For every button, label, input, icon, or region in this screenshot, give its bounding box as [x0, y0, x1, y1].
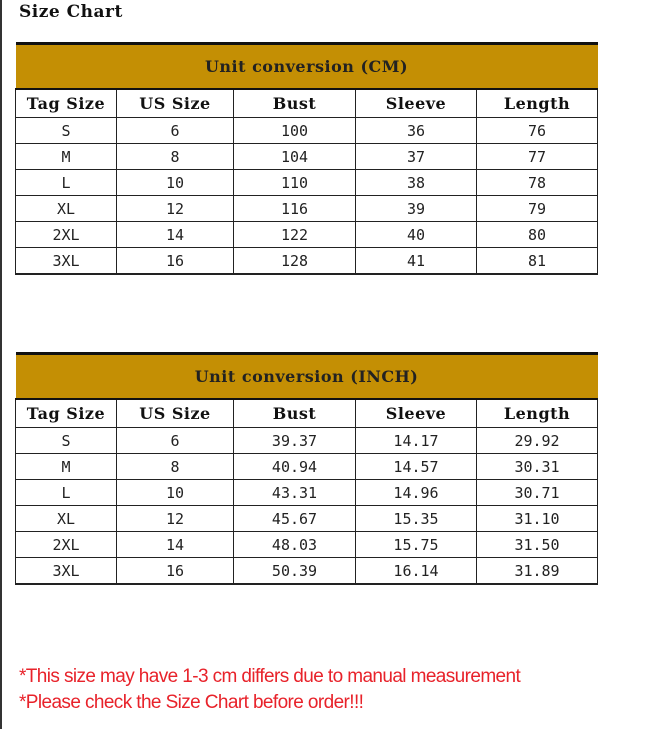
cell-us-size: 8: [117, 144, 234, 170]
check-size-note: *Please check the Size Chart before order!!!: [19, 692, 364, 713]
cell-length: 79: [477, 196, 598, 222]
cell-tag-size: S: [16, 118, 117, 144]
cell-length: 31.50: [477, 532, 598, 558]
cell-tag-size: 3XL: [16, 558, 117, 585]
cell-sleeve: 41: [356, 248, 477, 275]
cell-sleeve: 37: [356, 144, 477, 170]
table-row: [16, 248, 598, 275]
size-table-inch: [15, 352, 598, 585]
table-row: [16, 118, 598, 144]
column-header-us-size: US Size: [117, 399, 234, 428]
column-header-tag-size: Tag Size: [16, 89, 117, 118]
measurement-note: *This size may have 1-3 cm differs due to manual measurement: [19, 666, 521, 687]
cell-sleeve: 15.75: [356, 532, 477, 558]
cell-bust: 40.94: [234, 454, 356, 480]
column-header-bust: Bust: [234, 89, 356, 118]
cell-length: 29.92: [477, 428, 598, 454]
cell-tag-size: M: [16, 144, 117, 170]
table-title: Unit conversion (INCH): [16, 354, 598, 400]
column-header-sleeve: Sleeve: [356, 89, 477, 118]
column-header-sleeve: Sleeve: [356, 399, 477, 428]
cell-tag-size: 2XL: [16, 532, 117, 558]
cell-length: 78: [477, 170, 598, 196]
cell-us-size: 6: [117, 428, 234, 454]
cell-bust: 116: [234, 196, 356, 222]
cell-bust: 100: [234, 118, 356, 144]
table-row: [16, 480, 598, 506]
table-row: [16, 506, 598, 532]
cell-us-size: 14: [117, 222, 234, 248]
cell-bust: 104: [234, 144, 356, 170]
table-row: [16, 428, 598, 454]
cell-length: 77: [477, 144, 598, 170]
cell-us-size: 10: [117, 170, 234, 196]
cell-length: 31.10: [477, 506, 598, 532]
table-row: [16, 222, 598, 248]
column-header-length: Length: [477, 399, 598, 428]
table-row: [16, 558, 598, 585]
cell-bust: 43.31: [234, 480, 356, 506]
cell-tag-size: M: [16, 454, 117, 480]
page-title: Size Chart: [19, 2, 123, 22]
column-header-bust: Bust: [234, 399, 356, 428]
cell-us-size: 14: [117, 532, 234, 558]
table-row: [16, 170, 598, 196]
cell-us-size: 16: [117, 558, 234, 585]
cell-sleeve: 38: [356, 170, 477, 196]
cell-length: 31.89: [477, 558, 598, 585]
cell-tag-size: XL: [16, 196, 117, 222]
cell-sleeve: 14.57: [356, 454, 477, 480]
left-edge-border: [0, 0, 2, 729]
cell-length: 76: [477, 118, 598, 144]
cell-us-size: 16: [117, 248, 234, 275]
table-row: [16, 532, 598, 558]
cell-us-size: 12: [117, 196, 234, 222]
cell-tag-size: S: [16, 428, 117, 454]
column-header-us-size: US Size: [117, 89, 234, 118]
size-table-cm: [15, 42, 598, 275]
cell-tag-size: L: [16, 480, 117, 506]
table-title: Unit conversion (CM): [16, 44, 598, 90]
cell-sleeve: 14.96: [356, 480, 477, 506]
cell-tag-size: 3XL: [16, 248, 117, 275]
cell-bust: 128: [234, 248, 356, 275]
cell-us-size: 8: [117, 454, 234, 480]
cell-us-size: 6: [117, 118, 234, 144]
cell-tag-size: L: [16, 170, 117, 196]
cell-us-size: 12: [117, 506, 234, 532]
cell-bust: 122: [234, 222, 356, 248]
column-header-tag-size: Tag Size: [16, 399, 117, 428]
column-header-length: Length: [477, 89, 598, 118]
cell-us-size: 10: [117, 480, 234, 506]
cell-sleeve: 16.14: [356, 558, 477, 585]
cell-sleeve: 14.17: [356, 428, 477, 454]
cell-length: 30.31: [477, 454, 598, 480]
cell-tag-size: XL: [16, 506, 117, 532]
cell-sleeve: 36: [356, 118, 477, 144]
cell-bust: 39.37: [234, 428, 356, 454]
table-row: [16, 454, 598, 480]
cell-bust: 45.67: [234, 506, 356, 532]
cell-bust: 110: [234, 170, 356, 196]
cell-bust: 48.03: [234, 532, 356, 558]
table-row: [16, 196, 598, 222]
cell-sleeve: 39: [356, 196, 477, 222]
cell-tag-size: 2XL: [16, 222, 117, 248]
cell-bust: 50.39: [234, 558, 356, 585]
cell-sleeve: 15.35: [356, 506, 477, 532]
table-row: [16, 144, 598, 170]
cell-length: 30.71: [477, 480, 598, 506]
cell-length: 81: [477, 248, 598, 275]
cell-length: 80: [477, 222, 598, 248]
cell-sleeve: 40: [356, 222, 477, 248]
